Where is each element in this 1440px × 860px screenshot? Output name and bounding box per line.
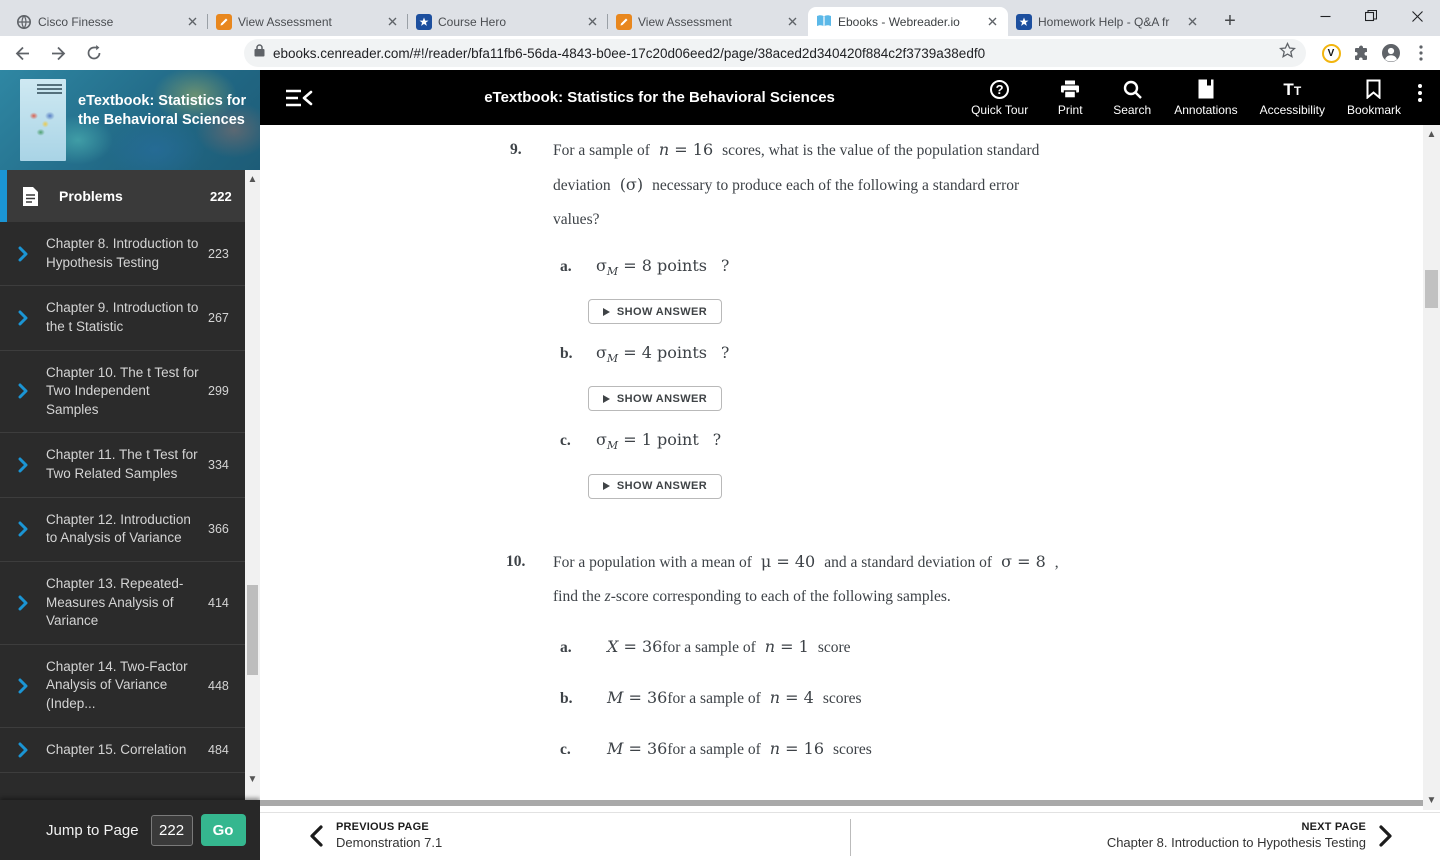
sidebar-item-page: 267	[208, 310, 229, 325]
sidebar-item-page: 484	[208, 742, 229, 757]
reader-title: eTextbook: Statistics for the Behavioral Sciences	[484, 89, 835, 106]
window-controls	[1302, 0, 1440, 32]
tab-title: Course Hero	[438, 14, 507, 29]
bookmark-button[interactable]: Bookmark	[1347, 78, 1401, 117]
more-options-icon[interactable]	[1418, 84, 1422, 102]
reader-toolbar	[960, 78, 1432, 117]
text-size-icon: TT	[1283, 79, 1302, 99]
document-icon	[19, 186, 41, 207]
tab-homework-help[interactable]	[1008, 7, 1208, 36]
bookmark-star-icon[interactable]	[1279, 42, 1296, 64]
sidebar-item-problems-current[interactable]	[0, 170, 260, 222]
chevron-right-icon	[1379, 825, 1392, 847]
annotations-button[interactable]: Annotations	[1174, 78, 1237, 117]
question-circle-icon: ?	[990, 78, 1009, 100]
collapse-menu-icon[interactable]	[285, 88, 319, 108]
sidebar-item-chapter-8[interactable]	[0, 222, 260, 286]
globe-icon	[16, 14, 32, 30]
chevron-right-icon[interactable]	[0, 678, 46, 694]
browser-toolbar	[0, 36, 1440, 70]
forward-icon[interactable]	[44, 39, 72, 67]
problem-text-line: For a population with a mean of μ = 40 and a standard deviation of σ = 8 ,	[553, 552, 1059, 571]
sidebar-item-label: Problems	[59, 188, 123, 204]
shield-star-icon	[1016, 14, 1032, 30]
sidebar-item-label: Chapter 13. Repeated-Measures Analysis of Variance	[46, 575, 184, 629]
problem-number: 9.	[510, 141, 522, 158]
v-extension-icon[interactable]: V	[1316, 39, 1346, 67]
book-icon	[816, 14, 832, 30]
sidebar-item-page: 222	[210, 188, 232, 204]
sidebar-item-chapter-14[interactable]	[0, 645, 260, 728]
search-button[interactable]: Search	[1112, 78, 1152, 117]
content-scrollbar-thumb[interactable]	[1425, 270, 1438, 308]
sidebar-item-chapter-10[interactable]	[0, 351, 260, 434]
shield-star-icon	[416, 14, 432, 30]
tab-title: Homework Help - Q&A fr	[1038, 14, 1170, 29]
chevron-right-icon[interactable]	[0, 595, 46, 611]
page-content	[260, 125, 1423, 800]
close-icon[interactable]	[1184, 14, 1200, 30]
annotation-note-icon	[1198, 78, 1214, 100]
sidebar-item-page: 334	[208, 458, 229, 472]
scroll-up-icon[interactable]: ▲	[247, 174, 258, 185]
sidebar-item-label: Chapter 11. The t Test for Two Related Samples	[46, 447, 198, 481]
problem-text-line: values?	[553, 211, 600, 228]
close-icon[interactable]	[584, 14, 600, 30]
play-icon	[603, 308, 610, 316]
chevron-right-icon[interactable]	[0, 742, 46, 758]
pencil-icon	[616, 14, 632, 30]
url-bar[interactable]	[244, 39, 1306, 67]
extensions-puzzle-icon[interactable]	[1346, 39, 1376, 67]
close-window-button[interactable]	[1394, 0, 1440, 32]
next-page-button[interactable]: NEXT PAGE Chapter 8. Introduction to Hypothesis Testing	[1094, 821, 1392, 850]
problem-text-line: find the z-score corresponding to each of the following samples.	[553, 588, 951, 605]
sidebar-item-page: 366	[208, 522, 229, 537]
chevron-left-icon	[310, 825, 323, 847]
extension-area	[1316, 39, 1436, 67]
jump-to-page-label: Jump to Page	[46, 821, 139, 839]
problem-text-line: For a sample of n = 16 scores, what is the value of the population standard	[553, 140, 1040, 159]
reader-header	[260, 70, 1440, 125]
close-icon[interactable]	[784, 14, 800, 30]
chevron-right-icon[interactable]	[0, 457, 46, 473]
lock-icon	[254, 44, 265, 62]
page-number-input[interactable]	[151, 815, 193, 846]
sidebar-item-page: 448	[208, 678, 229, 693]
tab-title: Ebooks - Webreader.io	[838, 14, 960, 29]
sidebar-item-chapter-15[interactable]	[0, 728, 260, 774]
url-text: ebooks.cenreader.com/#!/reader/bfa11fb6-56da-4843-b0ee-17c20d06eed2/page/38aced2d340420f884c2f3739a38edf0	[273, 45, 986, 61]
pencil-icon	[216, 14, 232, 30]
problem-9-item-b: b. $\sigma_M = 4$ points ?	[560, 343, 730, 366]
sidebar-item-label: Chapter 9. Introduction to the t Statistic	[46, 300, 199, 334]
problem-text-line: deviation (σ) necessary to produce each of the following a standard error	[553, 175, 1020, 194]
play-icon	[603, 482, 610, 490]
scroll-up-icon[interactable]: ▲	[1426, 128, 1437, 140]
page-navigation-bar	[260, 812, 1440, 860]
quick-tour-button[interactable]: ? Quick Tour	[971, 78, 1028, 117]
problem-10-item-c: c. M = 36for a sample of n = 16 scores	[560, 739, 872, 758]
sidebar-item-label: Chapter 12. Introduction to Analysis of Variance	[46, 511, 191, 546]
profile-avatar[interactable]	[1376, 39, 1406, 67]
refresh-icon[interactable]	[80, 39, 108, 67]
sidebar-item-label: Chapter 10. The t Test for Two Independent Samples	[46, 364, 199, 417]
problem-9	[510, 133, 1168, 515]
problem-9-item-c: c. $\sigma_M = 1$ point ?	[560, 430, 722, 453]
problem-10	[506, 545, 1168, 783]
sidebar-item-chapter-13[interactable]	[0, 562, 260, 645]
sidebar-item-page: 299	[208, 384, 229, 399]
chevron-right-icon[interactable]	[0, 246, 46, 262]
sidebar-item-label: Chapter 14. Two-Factor Analysis of Variance (Indep...	[46, 658, 188, 711]
go-button[interactable]: Go	[201, 814, 246, 846]
tab-title: View Assessment	[238, 14, 332, 29]
sidebar-item-label: Chapter 15. Correlation	[46, 741, 187, 757]
book-cover-thumbnail	[20, 79, 66, 161]
sidebar-item-chapter-12[interactable]	[0, 498, 260, 562]
tab-view-assessment-2[interactable]	[608, 7, 808, 36]
content-scrollbar[interactable]	[1423, 125, 1440, 810]
show-answer-button[interactable]: SHOW ANSWER	[588, 474, 722, 499]
tab-cisco-finesse[interactable]	[8, 7, 208, 36]
chevron-right-icon[interactable]	[0, 383, 46, 399]
browser-tab-strip	[0, 0, 1440, 36]
close-icon[interactable]	[384, 14, 400, 30]
book-header	[0, 70, 260, 170]
print-button[interactable]: Print	[1050, 78, 1090, 117]
chevron-right-icon[interactable]	[0, 310, 46, 326]
close-icon[interactable]	[184, 14, 200, 30]
sidebar-scrollbar[interactable]	[245, 170, 260, 800]
sidebar-item-chapter-9[interactable]	[0, 286, 260, 350]
sidebar-item-page: 414	[208, 595, 229, 610]
browser-menu-icon[interactable]	[1406, 39, 1436, 67]
search-icon	[1123, 78, 1142, 100]
printer-icon	[1060, 78, 1080, 100]
close-icon[interactable]	[984, 14, 1000, 30]
sidebar-item-chapter-11[interactable]	[0, 433, 260, 497]
restore-button[interactable]	[1348, 0, 1394, 32]
sidebar-item-page: 223	[208, 246, 229, 261]
book-title: eTextbook: Statistics for the Behavioral Sciences	[78, 93, 247, 129]
problem-10-item-a: a. X = 36for a sample of n = 1 score	[560, 637, 851, 656]
bookmark-icon	[1366, 78, 1381, 100]
previous-page-button[interactable]: PREVIOUS PAGE Demonstration 7.1	[310, 821, 455, 850]
minimize-button[interactable]	[1302, 0, 1348, 32]
chapter-list	[0, 170, 260, 800]
problem-9-item-a: a. $\sigma_M = 8$ points ?	[560, 256, 730, 279]
problem-number: 10.	[506, 553, 526, 570]
jump-to-page-bar	[0, 800, 260, 860]
sidebar-item-label: Chapter 8. Introduction to Hypothesis Testing	[46, 236, 199, 270]
footer-divider	[850, 819, 851, 856]
page-bottom-shadow	[260, 800, 1423, 806]
tab-view-assessment-1[interactable]	[208, 7, 408, 36]
chevron-right-icon[interactable]	[0, 521, 46, 537]
tab-title: Cisco Finesse	[38, 14, 114, 29]
scroll-down-icon[interactable]: ▼	[247, 774, 258, 785]
problem-10-item-b: b. M = 36for a sample of n = 4 scores	[560, 688, 862, 707]
play-icon	[603, 395, 610, 403]
tab-title: View Assessment	[638, 14, 732, 29]
back-icon[interactable]	[8, 39, 36, 67]
sidebar-scrollbar-thumb[interactable]	[247, 585, 258, 675]
show-answer-button[interactable]: SHOW ANSWER	[588, 386, 722, 411]
reader-main	[260, 70, 1440, 860]
tab-course-hero[interactable]	[408, 7, 608, 36]
scroll-down-icon[interactable]: ▼	[1426, 794, 1437, 806]
sidebar	[0, 70, 260, 860]
tab-ebooks-webreader[interactable]	[808, 7, 1008, 36]
accessibility-button[interactable]: TT Accessibility	[1259, 79, 1325, 117]
show-answer-button[interactable]: SHOW ANSWER	[588, 299, 722, 324]
new-tab-button[interactable]: +	[1224, 9, 1236, 32]
